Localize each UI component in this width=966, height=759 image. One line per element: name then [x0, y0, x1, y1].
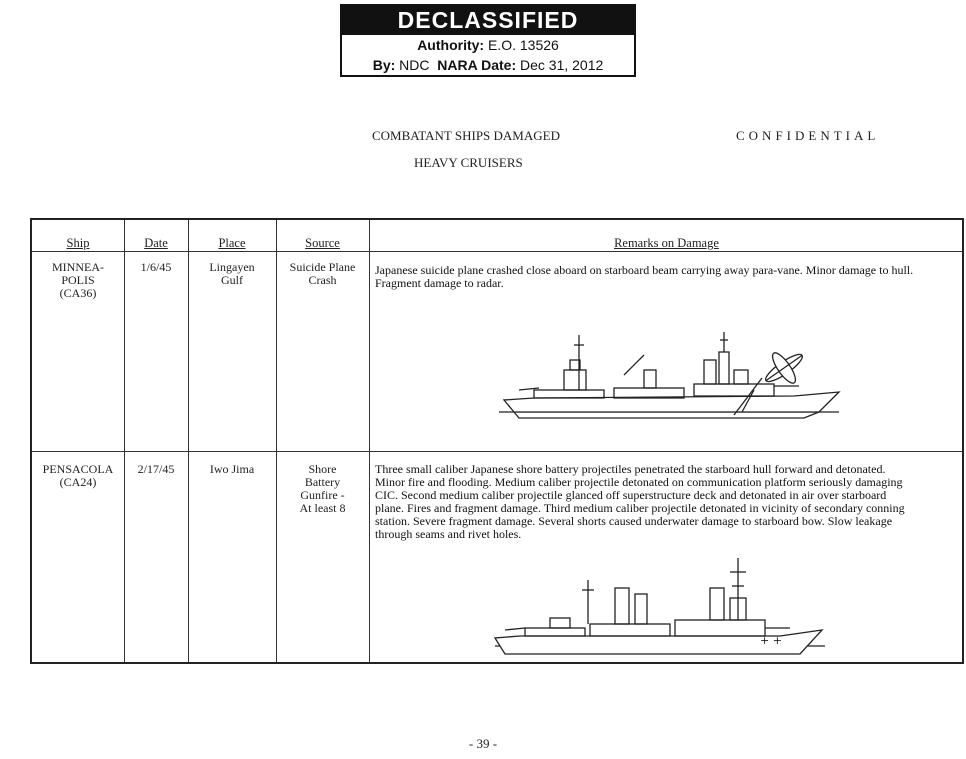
row-divider [32, 451, 962, 452]
column-header-remarks: Remarks on Damage [614, 236, 719, 250]
stamp-by-value: NDC [399, 57, 430, 73]
damage-table [30, 218, 964, 664]
column-header-place: Place [218, 236, 246, 250]
table-row-2-remarks: Three small caliber Japanese shore battery projectiles penetrated the starboard hull forward and detonated. Minor fire and flooding. Medium caliber projectile detonated on communication platform seriously damaging CIC. Second medium caliber projectile glanced off superstructure deck and detonated in air over starboard plane. Fires and fragment damage. Third medium caliber projectile detonated in vicinity of secondary conning station. Severe fragment damage. Several shorts caused underwater damage to starboard bow. Slow leakage through seams and rivet holes. [375, 462, 905, 541]
stamp-by-line [342, 55, 634, 75]
table-row-2-source: Shore Battery Gunfire - At least 8 [299, 462, 346, 515]
page-title: COMBATANT SHIPS DAMAGED [372, 128, 560, 143]
stamp-title: DECLASSIFIED [342, 6, 634, 35]
column-header-source: Source [305, 236, 340, 250]
column-divider [369, 220, 370, 662]
ship-profile-with-plane-icon [494, 330, 844, 440]
column-header-ship: Ship [66, 236, 90, 250]
table-row-2-date: 2/17/45 [137, 462, 175, 476]
table-row-1-source: Suicide Plane Crash [289, 260, 356, 287]
svg-text:+ +: + + [760, 634, 782, 647]
table-row-1-place: Lingayen Gulf [209, 260, 255, 287]
table-row-2-place: Iwo Jima [209, 462, 255, 476]
declassified-stamp [340, 4, 636, 77]
page-subtitle: HEAVY CRUISERS [414, 155, 523, 170]
column-header-date: Date [144, 236, 168, 250]
stamp-authority-label: Authority: [417, 37, 485, 53]
column-divider [124, 220, 125, 662]
table-row-1-remarks: Japanese suicide plane crashed close aboard on starboard beam carrying away para-vane. Minor damage to hull. Fragment damage to radar. [375, 263, 914, 290]
header-divider [32, 251, 962, 252]
classification-label: CONFIDENTIAL [736, 128, 880, 143]
table-row-1-date: 1/6/45 [140, 260, 172, 274]
stamp-nara-value: Dec 31, 2012 [520, 57, 604, 73]
stamp-by-label: By: [372, 57, 396, 73]
stamp-authority-value: E.O. 13526 [487, 37, 559, 53]
stamp-authority [342, 35, 634, 55]
table-row-1-ship: MINNEA- POLIS (CA36) [52, 260, 104, 300]
table-row-2-ship: PENSACOLA (CA24) [42, 462, 114, 489]
page-number: - 39 - [468, 736, 498, 751]
stamp-nara-label: NARA Date: [437, 57, 517, 73]
ship-profile-icon [490, 558, 830, 662]
